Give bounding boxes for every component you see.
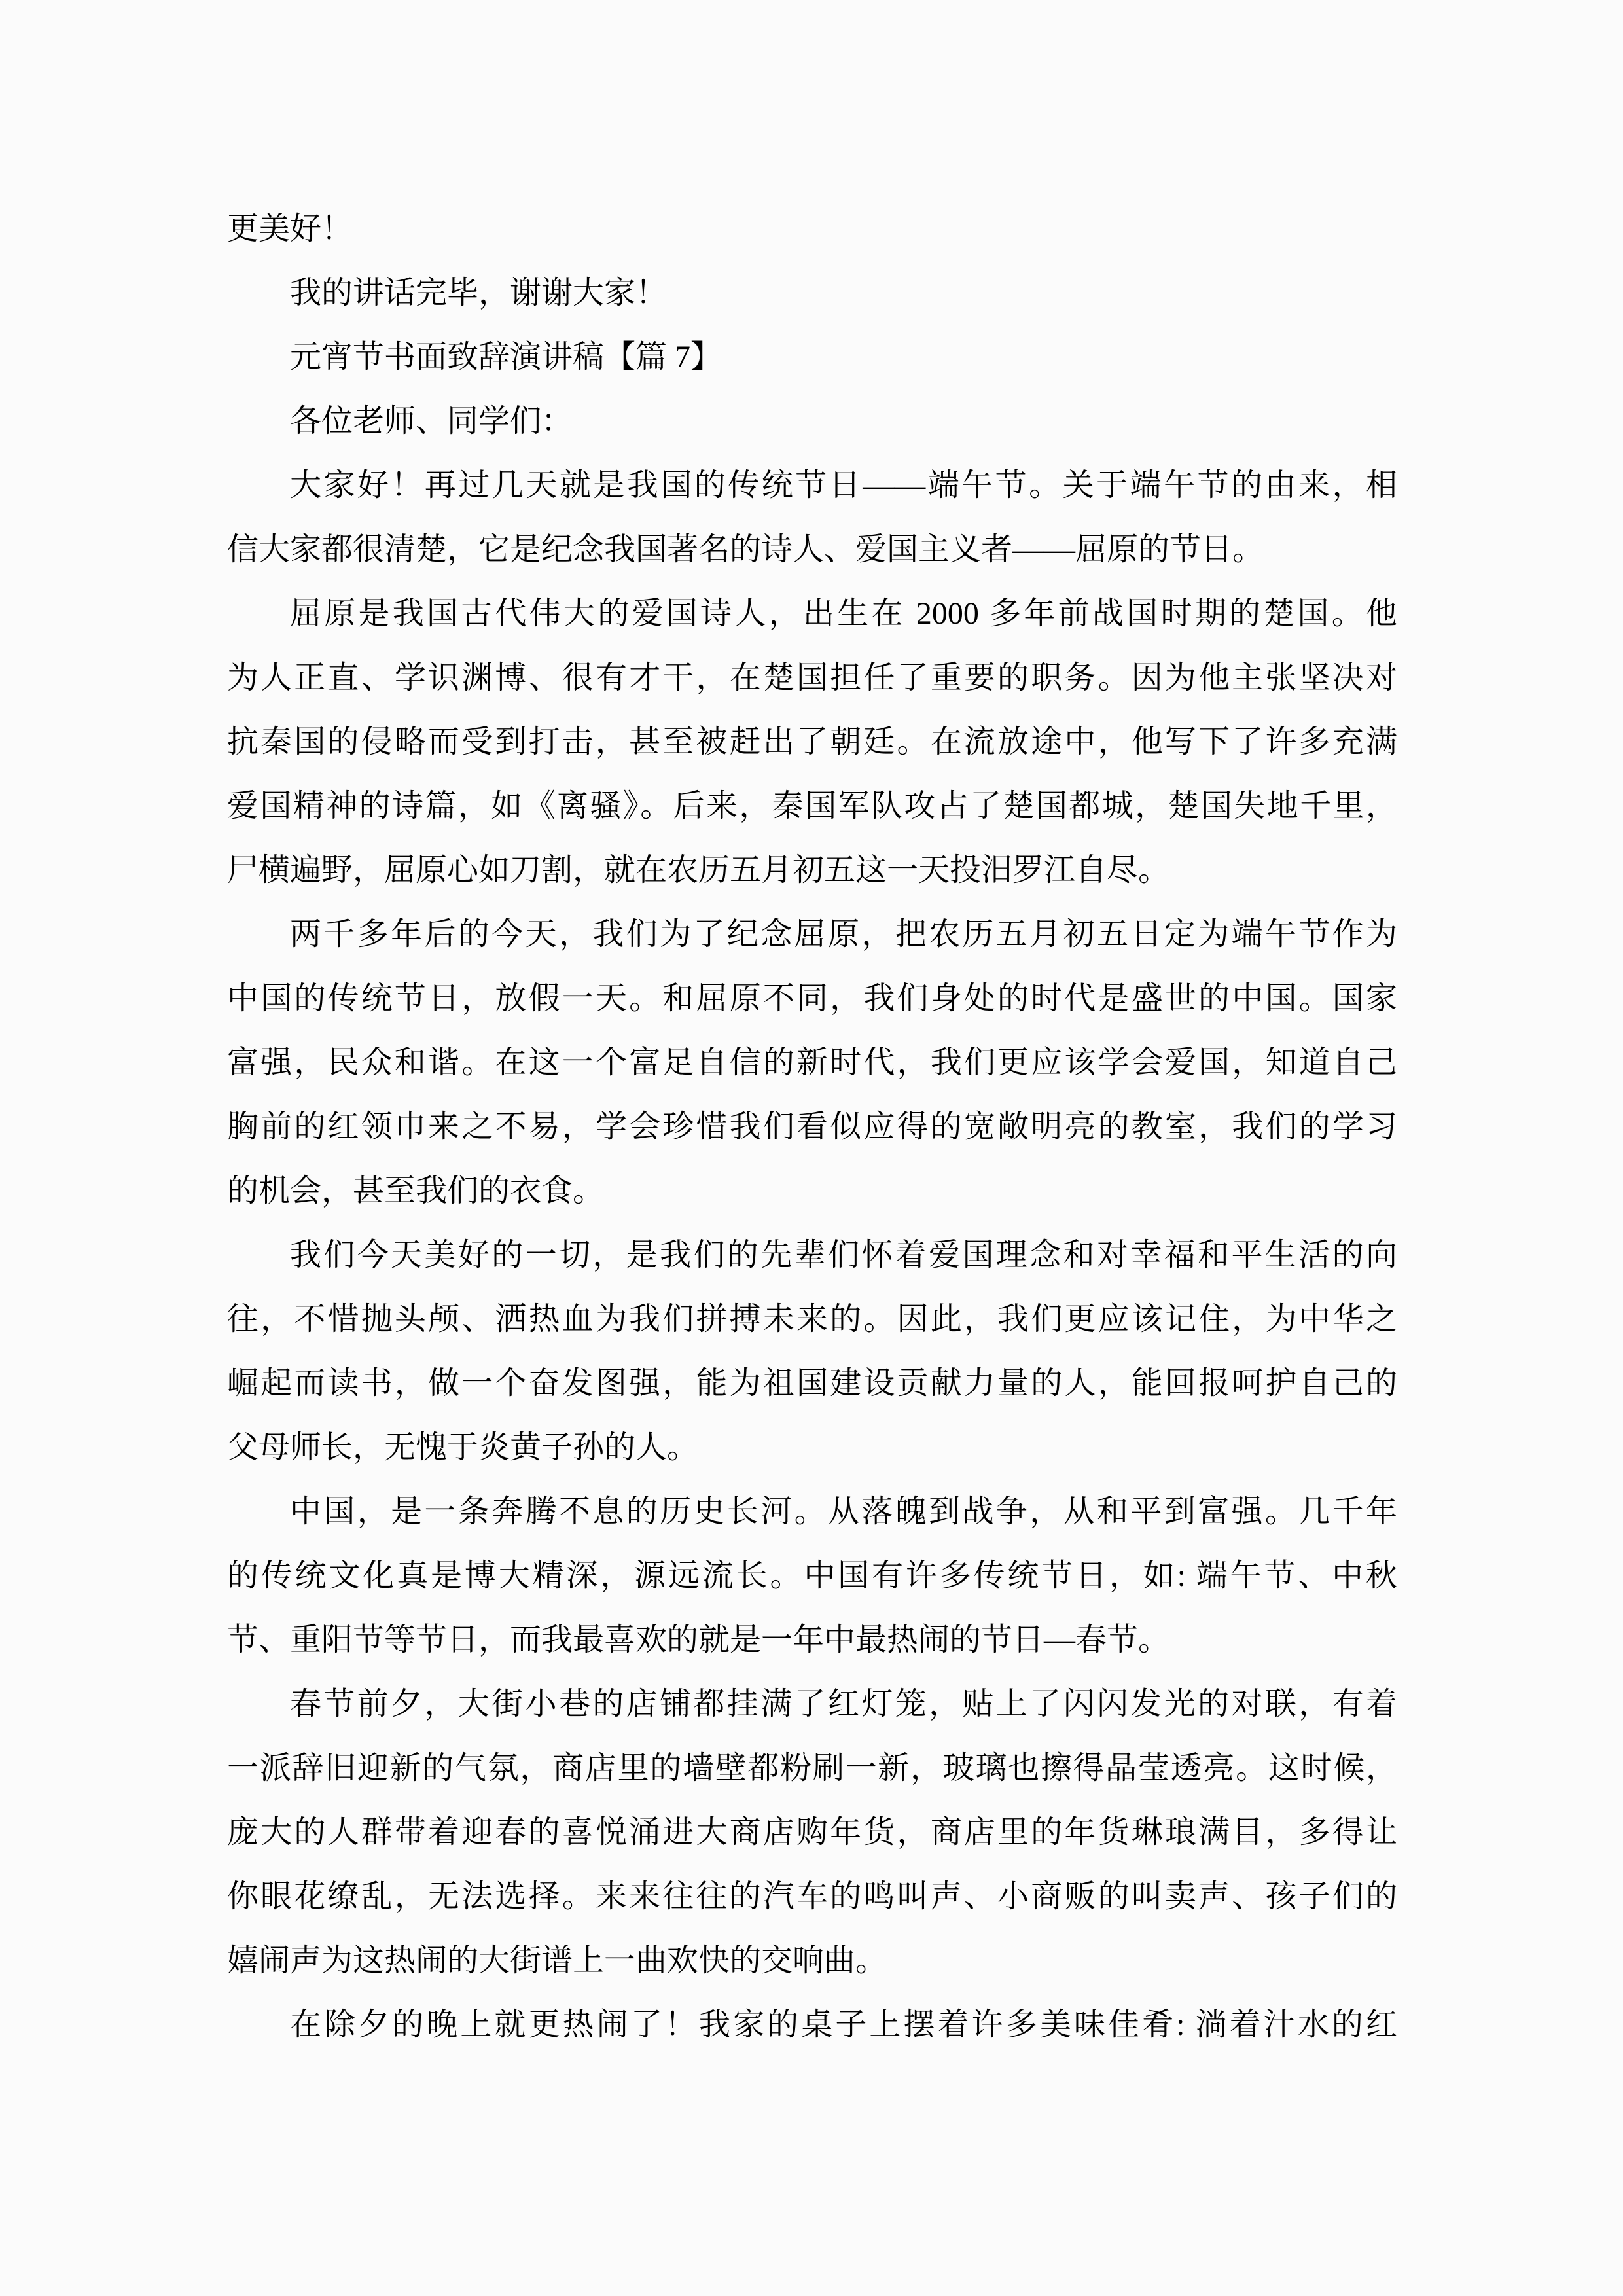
- text-line: 在除夕的晚上就更热闹了！我家的桌子上摆着许多美味佳肴: 淌着汁水的红: [290, 2007, 1397, 2042]
- text-line: 我们今天美好的一切，是我们的先辈们怀着爱国理念和对幸福和平生活的向: [290, 1238, 1397, 1272]
- text-line: 的机会，甚至我们的衣食。: [227, 1174, 605, 1208]
- text-line: 春节前夕，大街小巷的店铺都挂满了红灯笼，贴上了闪闪发光的对联，有着: [290, 1687, 1397, 1721]
- text-line: 更美好！: [227, 211, 353, 246]
- text-line: 中国，是一条奔腾不息的历史长河。从落魄到战争，从和平到富强。几千年: [290, 1494, 1397, 1529]
- text-line: 我的讲话完毕，谢谢大家！: [290, 276, 668, 310]
- text-line: 为人正直、学识渊博、很有才干，在楚国担任了重要的职务。因为他主张坚决对: [227, 660, 1397, 695]
- text-line: 崛起而读书，做一个奋发图强，能为祖国建设贡献力量的人，能回报呵护自己的: [227, 1366, 1397, 1401]
- text-line: 爱国精神的诗篇，如《离骚》。后来，秦国军队攻占了楚国都城，楚国失地千里，: [227, 789, 1397, 823]
- text-line: 你眼花缭乱，无法选择。来来往往的汽车的鸣叫声、小商贩的叫卖声、孩子们的: [227, 1879, 1397, 1914]
- text-line: 富强，民众和谐。在这一个富足自信的新时代，我们更应该学会爱国，知道自己: [227, 1045, 1397, 1080]
- text-line: 胸前的红领巾来之不易，学会珍惜我们看似应得的宽敞明亮的教室，我们的学习: [227, 1109, 1397, 1144]
- text-line: 节、重阳节等节日，而我最喜欢的就是一年中最热闹的节日—春节。: [227, 1623, 1170, 1657]
- text-line: 抗秦国的侵略而受到打击，甚至被赶出了朝廷。在流放途中，他写下了许多充满: [227, 725, 1397, 759]
- text-line: 庞大的人群带着迎春的喜悦涌进大商店购年货，商店里的年货琳琅满目，多得让: [227, 1815, 1397, 1850]
- text-line: 各位老师、同学们：: [290, 404, 573, 439]
- text-line: 中国的传统节日，放假一天。和屈原不同，我们身处的时代是盛世的中国。国家: [227, 981, 1397, 1016]
- text-line: 屈原是我国古代伟大的爱国诗人，出生在 2000 多年前战国时期的楚国。他: [290, 596, 1397, 631]
- text-line: 一派辞旧迎新的气氛，商店里的墙壁都粉刷一新，玻璃也擦得晶莹透亮。这时候，: [227, 1751, 1397, 1785]
- text-line: 信大家都很清楚，它是纪念我国著名的诗人、爱国主义者——屈原的节日。: [227, 532, 1264, 567]
- text-line: 父母师长，无愧于炎黄子孙的人。: [227, 1430, 699, 1465]
- text-line: 两千多年后的今天，我们为了纪念屈原，把农历五月初五日定为端午节作为: [290, 917, 1397, 952]
- text-line: 的传统文化真是博大精深，源远流长。中国有许多传统节日，如: 端午节、中秋: [227, 1558, 1397, 1593]
- text-line: 尸横遍野，屈原心如刀割，就在农历五月初五这一天投汨罗江自尽。: [227, 853, 1170, 888]
- text-line: 元宵节书面致辞演讲稿【篇 7】: [290, 340, 722, 374]
- document-body: [227, 197, 1397, 2057]
- text-line: 大家好！再过几天就是我国的传统节日——端午节。关于端午节的由来，相: [290, 468, 1397, 503]
- text-line: 往，不惜抛头颅、洒热血为我们拼搏未来的。因此，我们更应该记住，为中华之: [227, 1302, 1397, 1336]
- text-line: 嬉闹声为这热闹的大街谱上一曲欢快的交响曲。: [227, 1943, 887, 1978]
